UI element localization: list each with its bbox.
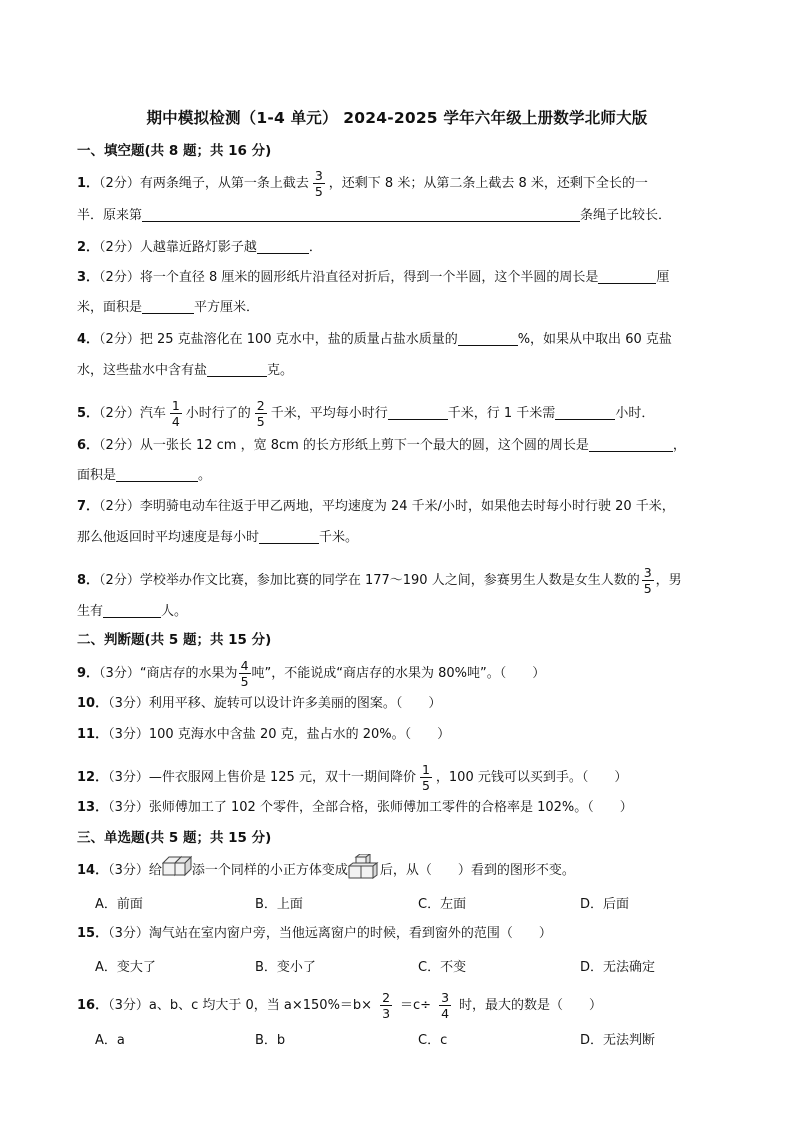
question-text: （2分）汽车 xyxy=(99,406,166,421)
question-4-line-1 xyxy=(77,330,672,350)
question-text: ， xyxy=(672,438,686,453)
question-text: 千米。 xyxy=(319,530,359,545)
question-14 xyxy=(77,854,575,887)
option-b[interactable]: B．上面 xyxy=(255,897,303,912)
answer-blank[interactable] xyxy=(116,466,198,482)
question-1-line-2 xyxy=(77,206,671,226)
answer-blank[interactable] xyxy=(458,330,518,346)
question-13 xyxy=(77,798,633,818)
fraction-numerator: 2 xyxy=(256,398,265,413)
question-text: （2分）有两条绳子，从第一条上截去 xyxy=(99,176,309,191)
fraction-numerator: 3 xyxy=(643,565,652,580)
question-text: 添一个同样的小正方体变成 xyxy=(191,863,348,878)
question-text: ，还剩下 8 米；从第二条上截去 8 米，还剩下全长的一 xyxy=(328,176,648,191)
question-16 xyxy=(77,990,602,1021)
section-heading-single-choice: 三、单选题(共 5 题；共 15 分) xyxy=(77,830,272,846)
fraction-denominator: 5 xyxy=(643,581,652,596)
question-number: 2． xyxy=(77,240,100,255)
section-heading-fill-blank: 一、填空题(共 8 题；共 16 分) xyxy=(77,143,272,159)
question-text: 生有 xyxy=(77,604,104,619)
question-2 xyxy=(77,238,322,258)
option-b[interactable]: B．变小了 xyxy=(255,960,316,975)
fraction xyxy=(313,168,325,199)
question-text: （2分）李明骑电动车往返于甲乙两地，平均速度为 24 千米/小时，如果他去时每小时行驶 20 千米， xyxy=(99,499,675,514)
question-number: 4． xyxy=(77,332,100,347)
answer-blank[interactable] xyxy=(257,238,309,254)
answer-blank[interactable] xyxy=(142,298,194,314)
question-9 xyxy=(77,658,545,689)
question-text: ＝c÷ xyxy=(400,998,432,1013)
question-text: （3分）“商店存的水果为 xyxy=(99,666,238,681)
answer-blank[interactable] xyxy=(589,436,673,452)
question-text: 千米，行 1 千米需 xyxy=(447,406,556,421)
fraction xyxy=(255,398,267,429)
answer-blank[interactable] xyxy=(103,602,161,618)
page-title: 期中模拟检测（1-4 单元） 2024-2025 学年六年级上册数学北师大版 xyxy=(146,109,648,127)
question-number: 8． xyxy=(77,573,100,588)
question-text: 水，这些盐水中含有盐 xyxy=(77,363,208,378)
question-text: 半．原来第 xyxy=(77,208,143,223)
option-d[interactable]: D．无法判断 xyxy=(580,1033,656,1048)
question-number: 3． xyxy=(77,270,100,285)
answer-blank[interactable] xyxy=(142,206,580,222)
question-number: 13． xyxy=(77,800,109,815)
option-c[interactable]: C．c xyxy=(418,1033,448,1048)
question-text: （3分）100 克海水中含盐 20 克，盐占水的 20%。（ ） xyxy=(108,727,451,742)
question-5 xyxy=(77,398,654,429)
fraction-numerator: 1 xyxy=(171,398,180,413)
question-text: ，100 元钱可以买到手。（ ） xyxy=(435,770,628,785)
option-a[interactable]: A．前面 xyxy=(95,897,143,912)
question-text: 千米，平均每小时行 xyxy=(270,406,388,421)
fraction xyxy=(239,658,251,689)
question-11 xyxy=(77,725,450,745)
question-number: 14． xyxy=(77,863,109,878)
question-3-line-2 xyxy=(77,298,259,318)
three-cube-figure xyxy=(348,854,380,887)
fraction xyxy=(420,762,432,793)
question-number: 11． xyxy=(77,727,109,742)
question-15 xyxy=(77,924,552,944)
two-cube-figure xyxy=(162,855,192,886)
option-a[interactable]: A．变大了 xyxy=(95,960,156,975)
question-4-line-2 xyxy=(77,361,293,381)
fraction-denominator: 3 xyxy=(382,1006,391,1021)
question-7-line-2 xyxy=(77,528,358,548)
question-number: 9． xyxy=(77,666,100,681)
question-number: 12． xyxy=(77,770,109,785)
question-text: （2分）把 25 克盐溶化在 100 克水中，盐的质量占盐水质量的 xyxy=(99,332,458,347)
fraction-denominator: 5 xyxy=(256,414,265,429)
question-text: 小时行了的 xyxy=(185,406,251,421)
question-number: 10． xyxy=(77,696,109,711)
question-number: 7． xyxy=(77,499,100,514)
question-number: 5． xyxy=(77,406,100,421)
answer-blank[interactable] xyxy=(598,268,656,284)
fraction-denominator: 5 xyxy=(240,674,249,689)
fraction-numerator: 3 xyxy=(314,168,323,183)
question-text: 人。 xyxy=(161,604,188,619)
fraction-numerator: 1 xyxy=(421,762,430,777)
question-number: 15． xyxy=(77,926,109,941)
question-text: 后，从（ ）看到的图形不变。 xyxy=(379,863,575,878)
answer-blank[interactable] xyxy=(388,404,448,420)
question-text: 小时． xyxy=(615,406,655,421)
question-8-line-1 xyxy=(77,565,682,596)
question-text: 厘 xyxy=(656,270,670,285)
question-text: 那么他返回时平均速度是每小时 xyxy=(77,530,260,545)
question-6-line-2 xyxy=(77,466,211,486)
question-text: （3分）a、b、c 均大于 0，当 a×150%＝b× xyxy=(108,998,373,1013)
fraction-numerator: 2 xyxy=(382,990,391,1005)
option-c[interactable]: C．不变 xyxy=(418,960,467,975)
question-text: ，男 xyxy=(655,573,682,588)
question-3-line-1 xyxy=(77,268,669,288)
fraction-denominator: 4 xyxy=(171,414,180,429)
answer-blank[interactable] xyxy=(259,528,319,544)
answer-blank[interactable] xyxy=(207,361,267,377)
option-a[interactable]: A．a xyxy=(95,1033,125,1048)
question-8-line-2 xyxy=(77,602,187,622)
fraction-denominator: 4 xyxy=(441,1006,450,1021)
question-text: （2分）将一个直径 8 厘米的圆形纸片沿直径对折后，得到一个半圆，这个半圆的周长是 xyxy=(99,270,599,285)
question-12 xyxy=(77,762,627,793)
question-text: 克。 xyxy=(267,363,294,378)
question-text: 平方厘米． xyxy=(194,300,260,315)
option-b[interactable]: B．b xyxy=(255,1033,286,1048)
question-text: 时，最大的数是（ ） xyxy=(459,998,603,1013)
question-number: 6． xyxy=(77,438,100,453)
option-d[interactable]: D．无法确定 xyxy=(580,960,656,975)
fraction xyxy=(380,990,392,1021)
question-text: （3分）利用平移、旋转可以设计许多美丽的图案。（ ） xyxy=(108,696,442,711)
fraction-denominator: 5 xyxy=(314,184,323,199)
question-text: 吨”，不能说成“商店存的水果为 80%吨”。（ ） xyxy=(251,666,546,681)
question-text: %，如果从中取出 60 克盐 xyxy=(517,332,672,347)
answer-blank[interactable] xyxy=(555,404,615,420)
question-text: ． xyxy=(308,240,322,255)
question-text: （2分）人越靠近路灯影子越 xyxy=(99,240,257,255)
question-6-line-1 xyxy=(77,436,686,456)
option-d[interactable]: D．后面 xyxy=(580,897,630,912)
fraction-numerator: 3 xyxy=(441,990,450,1005)
question-text: 面积是 xyxy=(77,468,117,483)
question-number: 16． xyxy=(77,998,109,1013)
question-number: 1． xyxy=(77,176,100,191)
fraction-numerator: 4 xyxy=(240,658,249,673)
question-text: （2分）学校举办作文比赛，参加比赛的同学在 177～190 人之间，参赛男生人数是女生人数的 xyxy=(99,573,640,588)
question-text: （3分）张师傅加工了 102 个零件，全部合格，张师傅加工零件的合格率是 102%。（ ） xyxy=(108,800,633,815)
option-c[interactable]: C．左面 xyxy=(418,897,467,912)
question-text: （2分）从一张长 12 cm ，宽 8cm 的长方形纸上剪下一个最大的圆，这个圆的周长是 xyxy=(99,438,589,453)
question-text: 米，面积是 xyxy=(77,300,143,315)
question-text: （3分）给 xyxy=(108,863,162,878)
question-text: 。 xyxy=(198,468,212,483)
question-7-line-1 xyxy=(77,497,675,517)
question-text: （3分）淘气站在室内窗户旁，当他远离窗户的时候，看到窗外的范围（ ） xyxy=(108,926,552,941)
fraction xyxy=(439,990,451,1021)
question-10 xyxy=(77,694,441,714)
fraction-denominator: 5 xyxy=(421,778,430,793)
section-heading-true-false: 二、判断题(共 5 题；共 15 分) xyxy=(77,632,272,648)
fraction xyxy=(642,565,654,596)
question-text: 条绳子比较长． xyxy=(580,208,672,223)
question-text: （3分）—件衣服网上售价是 125 元，双十一期间降价 xyxy=(108,770,416,785)
fraction xyxy=(170,398,182,429)
question-1-line-1 xyxy=(77,168,648,199)
